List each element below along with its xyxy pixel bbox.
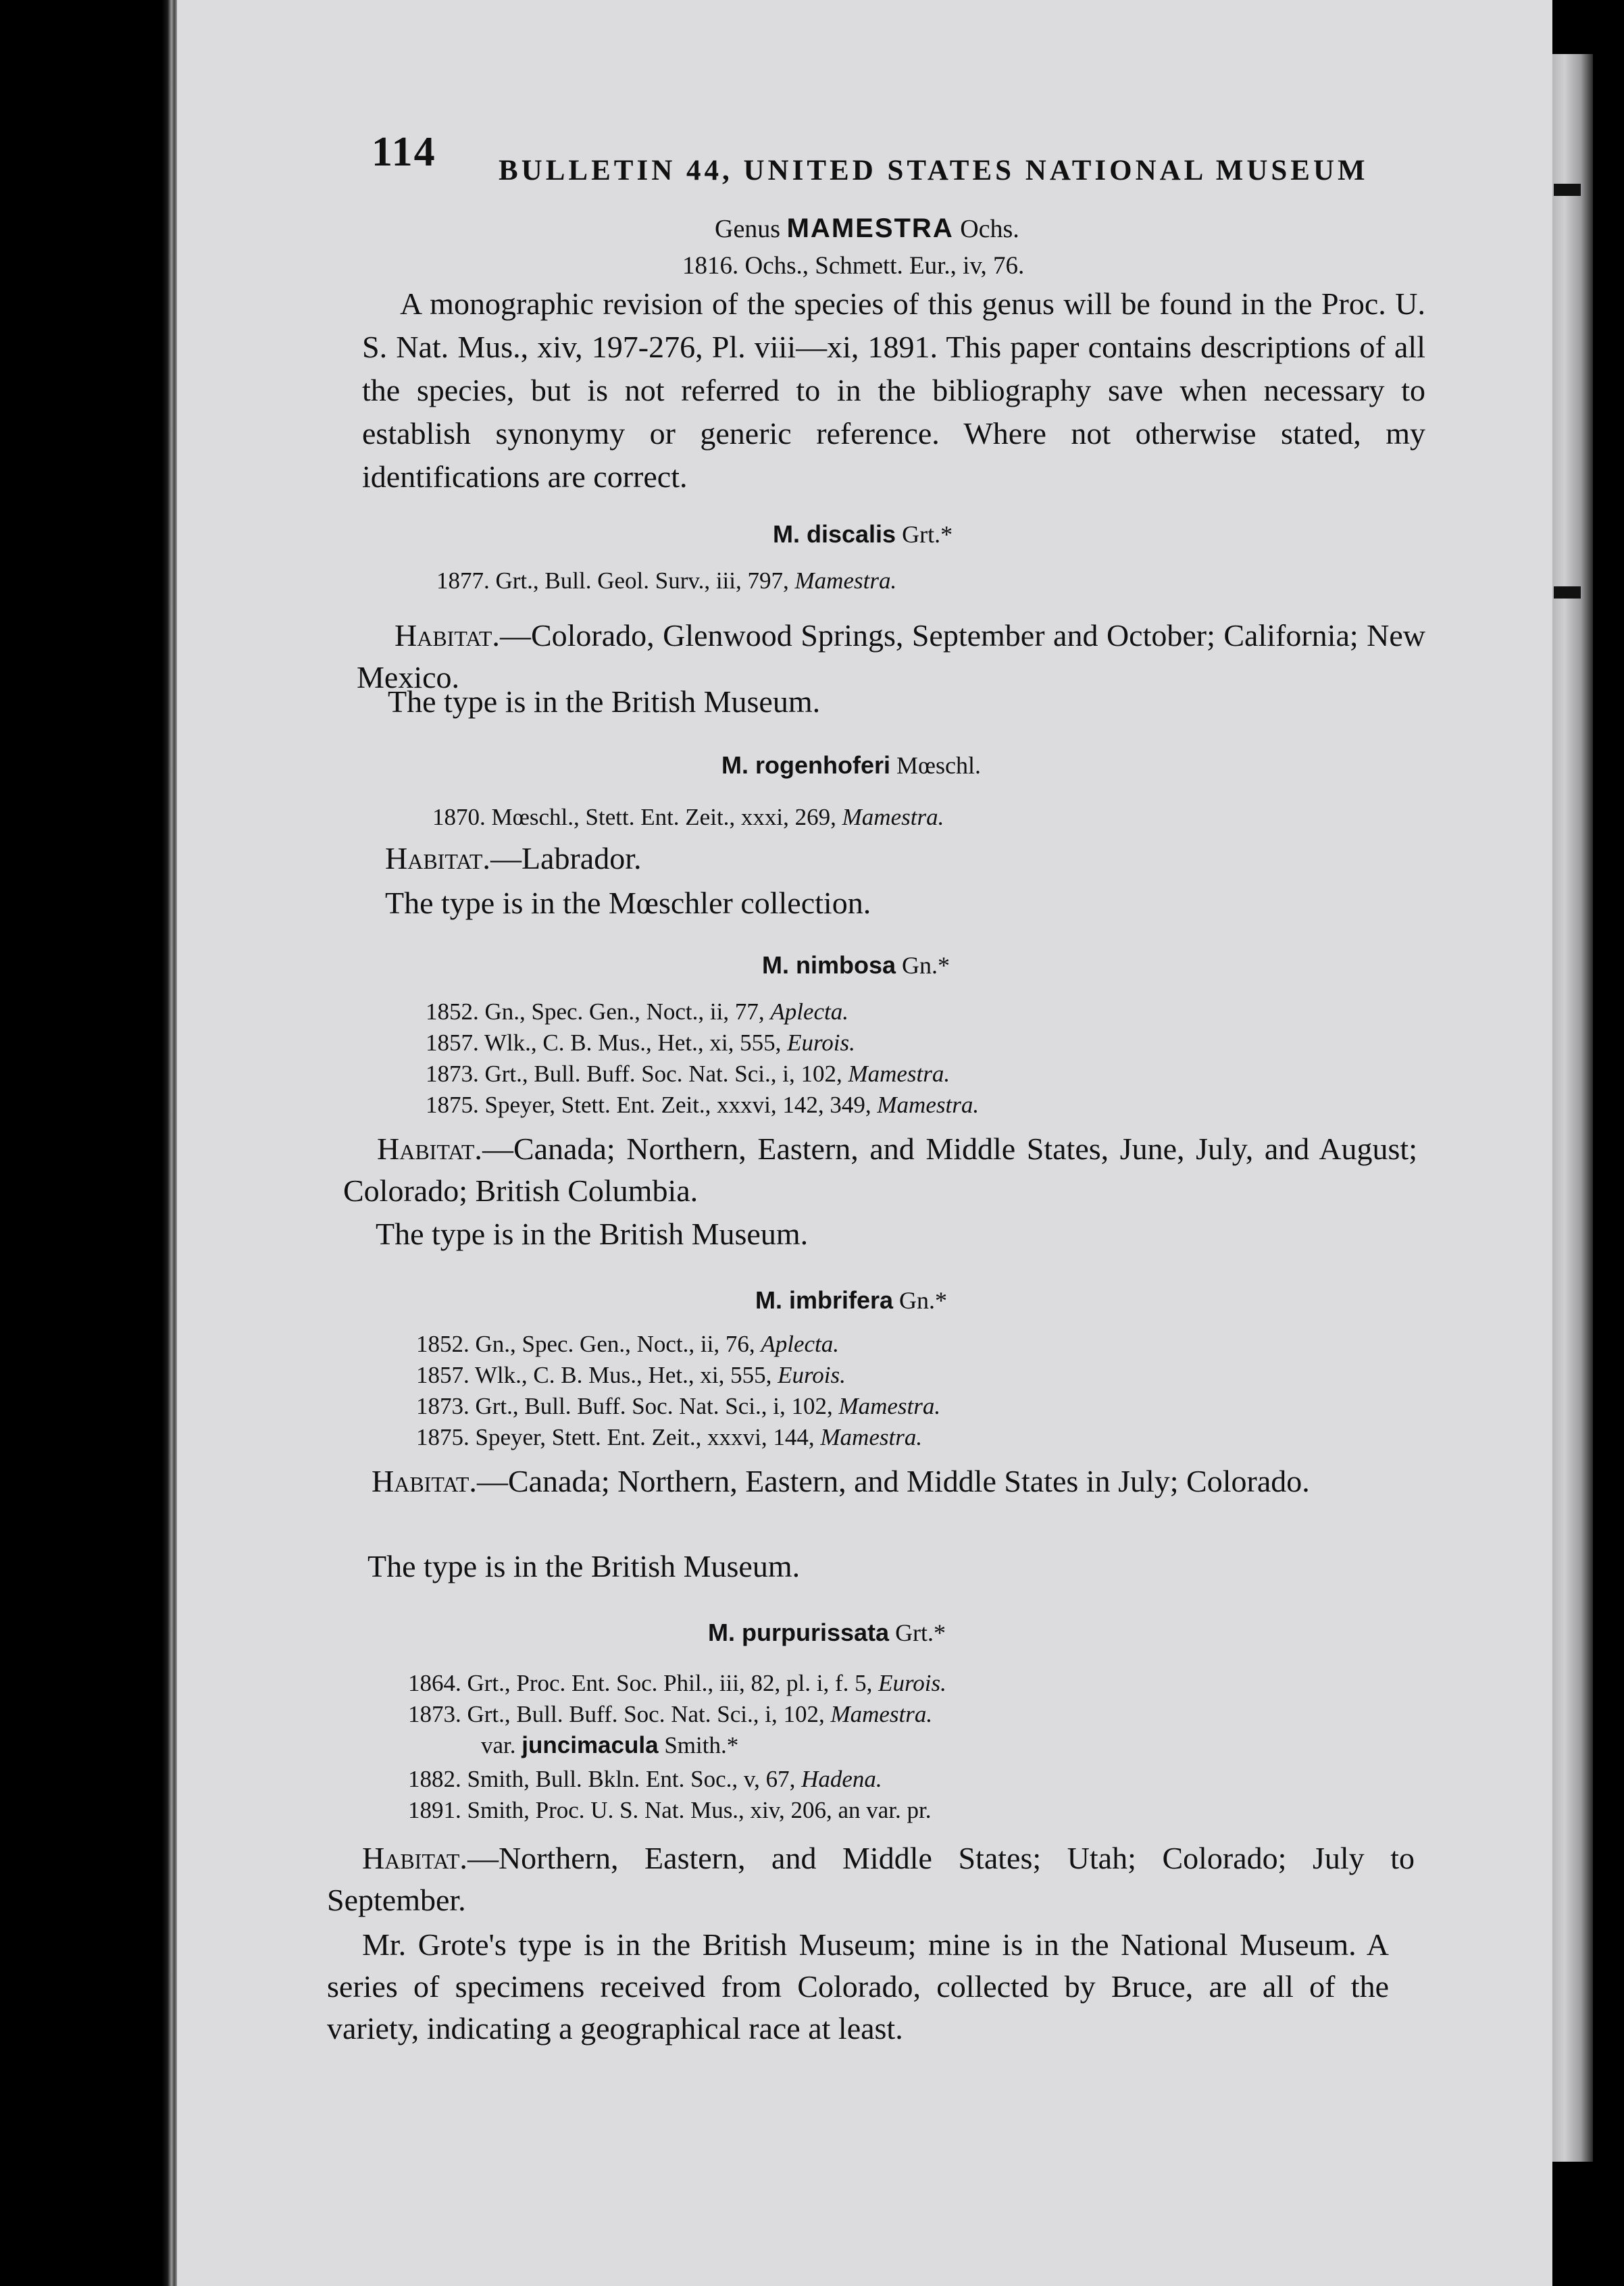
- bibliography-entry: 1873. Grt., Bull. Buff. Soc. Nat. Sci., i, 102, Mamestra.: [416, 1393, 941, 1419]
- bibliography-entry: 1873. Grt., Bull. Buff. Soc. Nat. Sci., i, 102, Mamestra.: [426, 1061, 950, 1087]
- genus-author: Ochs.: [960, 215, 1019, 243]
- species-name: M. imbrifera: [755, 1286, 894, 1314]
- next-page-edge: [1552, 54, 1593, 2162]
- habitat-label: Habitat.: [385, 841, 490, 875]
- habitat-label: Habitat.: [372, 1464, 477, 1498]
- species-heading: [762, 951, 950, 980]
- species-heading: [755, 1286, 947, 1315]
- habitat-text: Habitat.—Canada; Northern, Eastern, and Middle States, June, July, and August; Colorado; British Columbia.: [343, 1132, 1417, 1208]
- bibliography-entry: 1875. Speyer, Stett. Ent. Zeit., xxxvi, 142, 349, Mamestra.: [426, 1092, 980, 1118]
- bibliography-entry: 1875. Speyer, Stett. Ent. Zeit., xxxvi, 144, Mamestra.: [416, 1424, 923, 1450]
- page-number: 114: [372, 129, 436, 175]
- bibliography-entry: 1877. Grt., Bull. Geol. Surv., iii, 797, Mamestra.: [436, 567, 897, 594]
- variety-heading: var. juncimacula Smith.*: [481, 1732, 739, 1758]
- bibliography-entry: 1857. Wlk., C. B. Mus., Het., xi, 555, Eurois.: [426, 1030, 855, 1056]
- bibliography-entry: 1852. Gn., Spec. Gen., Noct., ii, 76, Aplecta.: [416, 1331, 840, 1357]
- page-edge-mark: [1554, 184, 1581, 196]
- species-name: M. discalis: [773, 520, 896, 548]
- genus-name: MAMESTRA: [786, 213, 954, 243]
- bibliography-entry: 1882. Smith, Bull. Bkln. Ent. Soc., v, 67, Hadena.: [408, 1766, 882, 1792]
- bibliography-entry: 1857. Wlk., C. B. Mus., Het., xi, 555, Eurois.: [416, 1362, 846, 1388]
- habitat-text: Habitat.—Northern, Eastern, and Middle States; Utah; Colorado; July to September.: [327, 1841, 1415, 1917]
- bibliography-entry: 1873. Grt., Bull. Buff. Soc. Nat. Sci., i, 102, Mamestra.: [408, 1701, 933, 1727]
- habitat-text: Habitat.—Labrador.: [385, 841, 642, 875]
- habitat-label: Habitat.: [362, 1841, 467, 1875]
- species-heading: [721, 751, 981, 780]
- species-author: Mœschl.: [896, 752, 981, 779]
- habitat-label: Habitat.: [395, 618, 500, 653]
- page-edge-mark: [1554, 586, 1581, 599]
- species-name: M. purpurissata: [708, 1619, 890, 1646]
- bibliography-entry: 1852. Gn., Spec. Gen., Noct., ii, 77, Aplecta.: [426, 998, 849, 1025]
- type-note: The type is in the British Museum.: [376, 1217, 809, 1251]
- species-author: Gn.*: [899, 1287, 948, 1314]
- type-note: The type is in the British Museum.: [367, 1549, 801, 1583]
- type-note: Mr. Grote's type is in the British Museum; mine is in the National Museum. A series of specimens received from Colorado, collected by Bruce, are all of the variety, indicating a geographical race at least.: [327, 1927, 1389, 2046]
- species-name: M. rogenhoferi: [721, 751, 890, 779]
- running-head: BULLETIN 44, UNITED STATES NATIONAL MUSEUM: [499, 155, 1369, 186]
- species-heading: [773, 520, 953, 549]
- bibliography-entry: 1870. Mœschl., Stett. Ent. Zeit., xxxi, 269, Mamestra.: [432, 804, 944, 830]
- genus-intro: A monographic revision of the species of this genus will be found in the Proc. U. S. Nat. Mus., xiv, 197-276, Pl. viii—xi, 1891. This paper contains descriptions of all the species, but is not referred to in the bibliography save when necessary to establish synonymy or generic reference. Where not otherwise stated, my identifications are correct.: [362, 286, 1425, 494]
- species-author: Grt.*: [895, 1619, 946, 1646]
- habitat-text: Habitat.—Colorado, Glenwood Springs, September and October; California; New Mexico.: [357, 618, 1425, 694]
- species-author: Gn.*: [902, 952, 950, 979]
- habitat-text: Habitat.—Canada; Northern, Eastern, and Middle States in July; Colorado.: [372, 1464, 1310, 1498]
- type-note: The type is in the British Museum.: [388, 684, 821, 719]
- genus-label: Genus: [715, 215, 781, 243]
- species-heading: [708, 1619, 946, 1647]
- genus-heading: [715, 213, 1019, 244]
- species-author: Grt.*: [902, 521, 953, 548]
- bibliography-entry: 1864. Grt., Proc. Ent. Soc. Phil., iii, 82, pl. i, f. 5, Eurois.: [408, 1670, 946, 1696]
- species-name: M. nimbosa: [762, 951, 896, 979]
- genus-citation: 1816. Ochs., Schmett. Eur., iv, 76.: [682, 252, 1025, 280]
- variety-name: juncimacula: [522, 1732, 659, 1758]
- habitat-label: Habitat.: [377, 1132, 482, 1166]
- type-note: The type is in the Mœschler collection.: [385, 886, 871, 920]
- bibliography-entry: 1891. Smith, Proc. U. S. Nat. Mus., xiv, 206, an var. pr.: [408, 1797, 932, 1823]
